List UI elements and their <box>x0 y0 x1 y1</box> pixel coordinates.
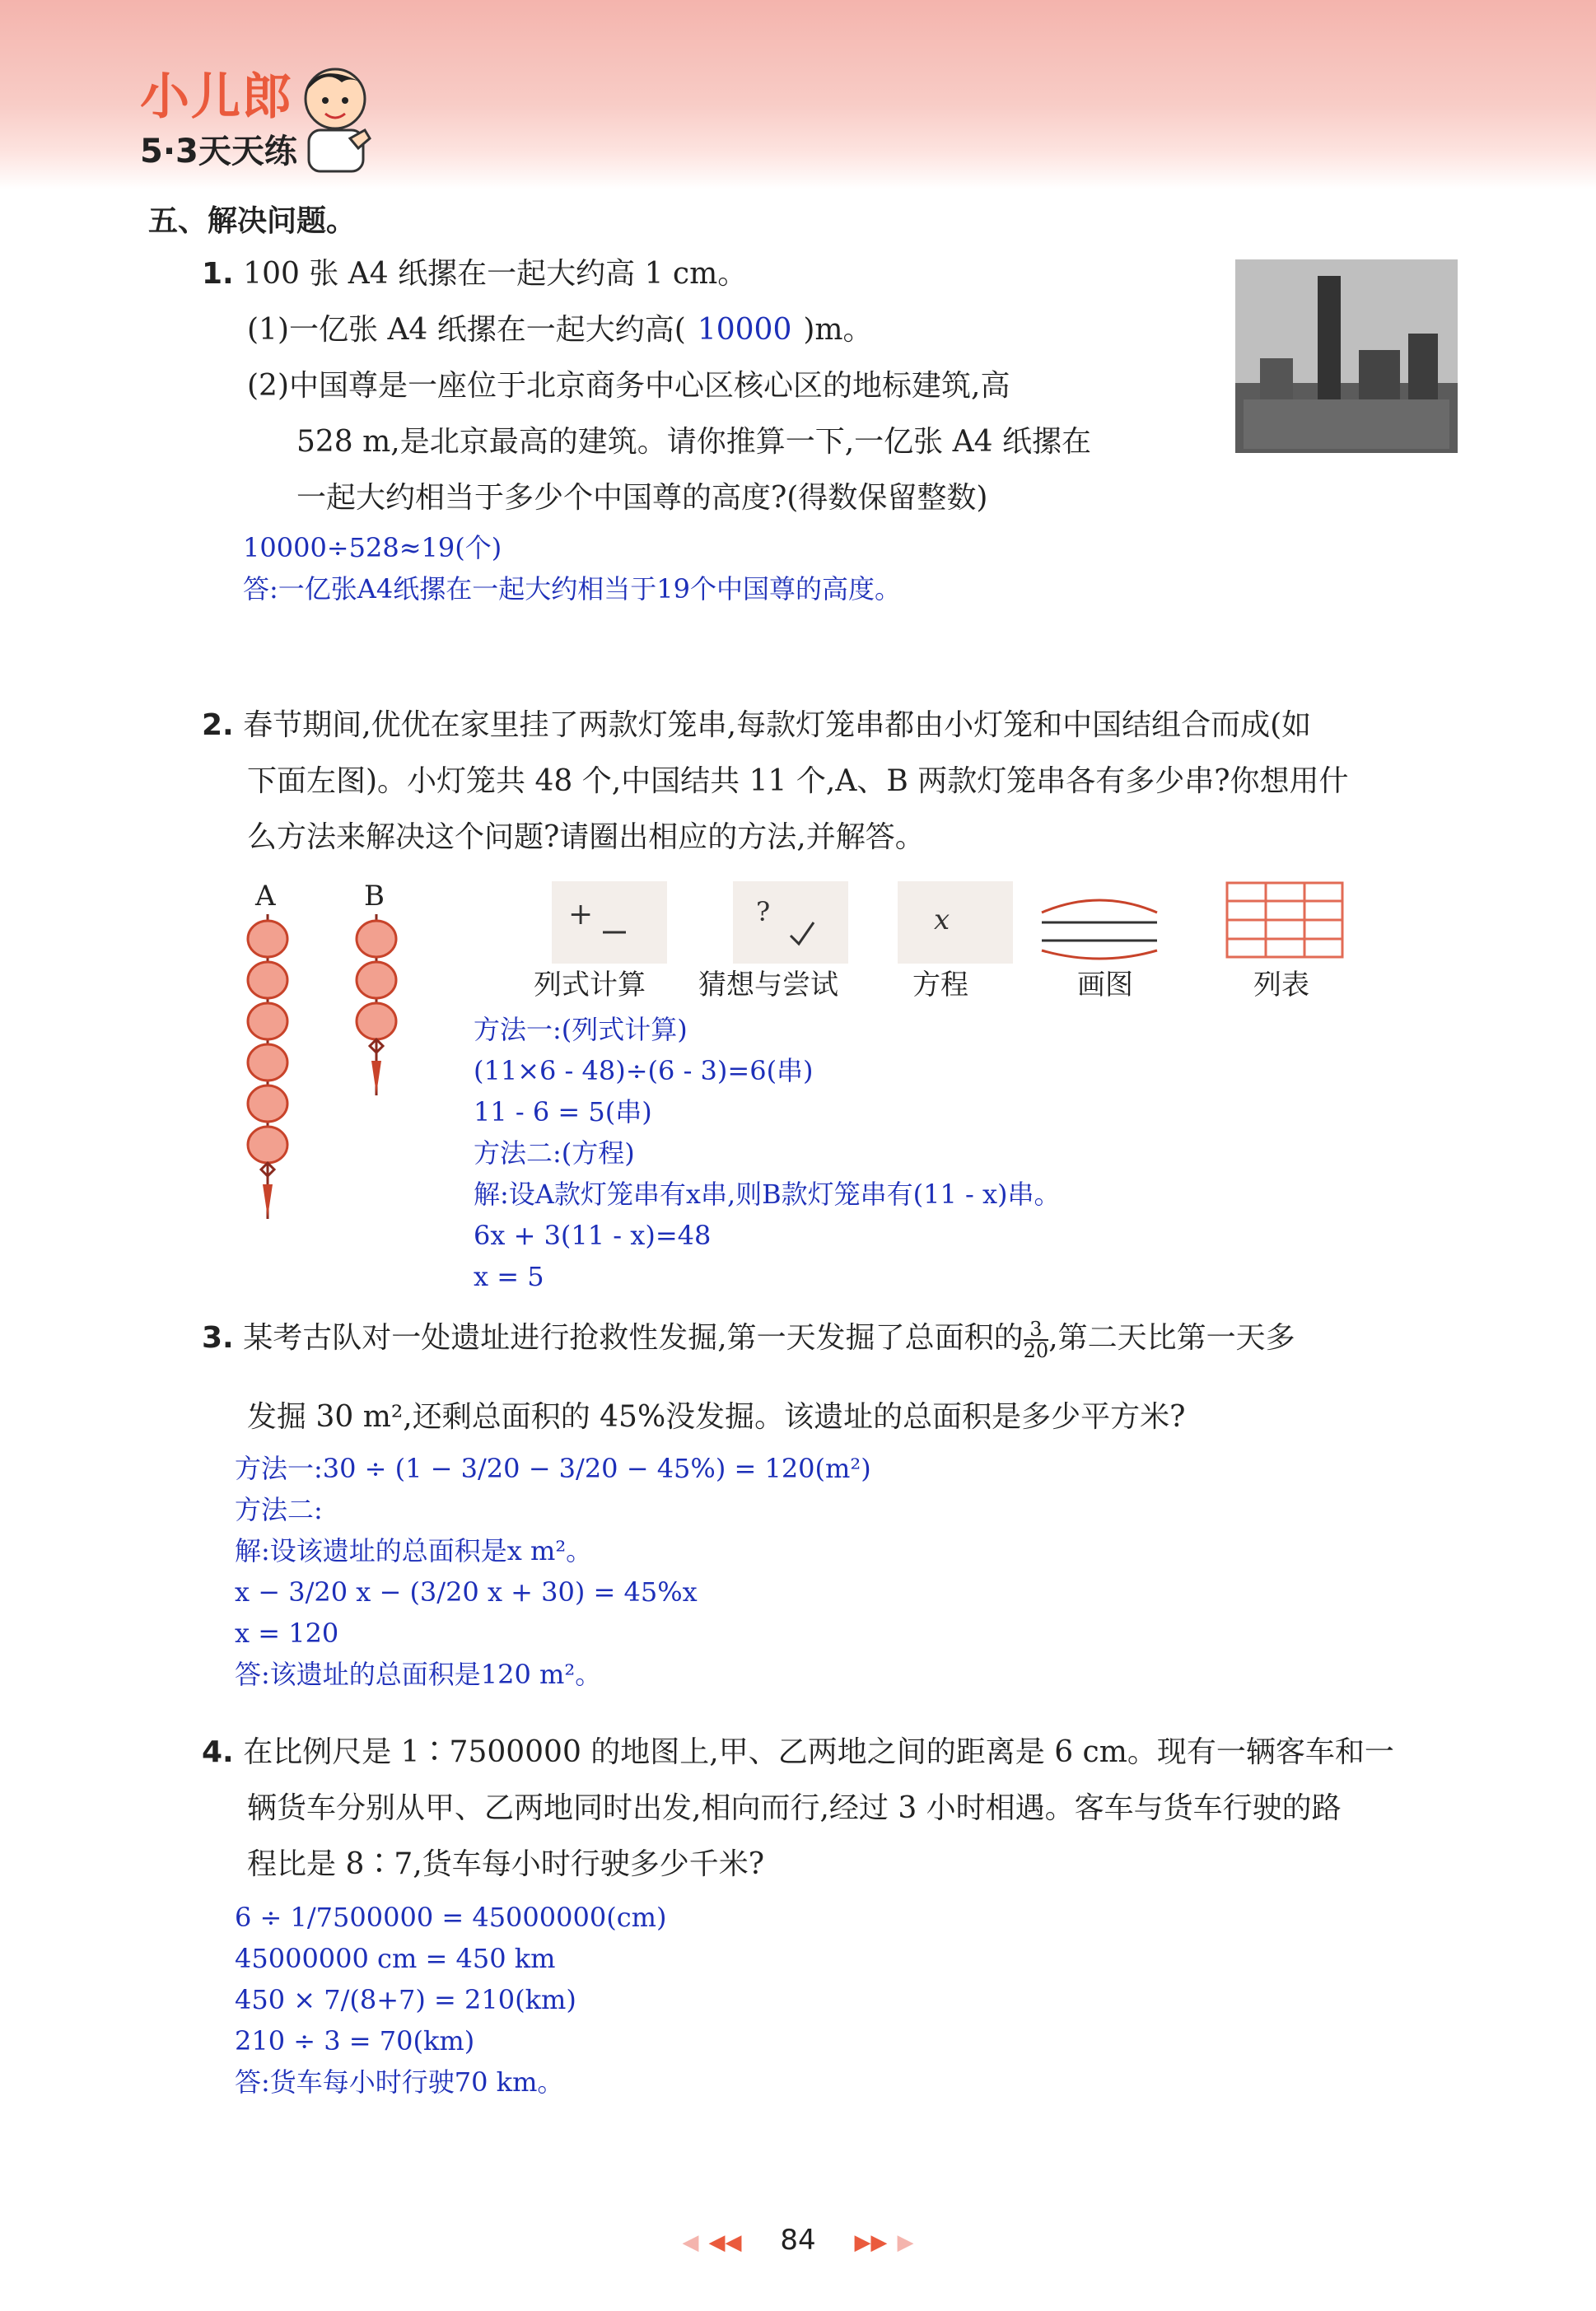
answer-line: 方法一:30 ÷ (1 − 3/20 − 3/20 − 45%) = 120(m²) <box>235 1453 871 1484</box>
brand-logo <box>140 58 297 172</box>
answer-line: (11×6 - 48)÷(6 - 3)=6(串) <box>474 1055 814 1086</box>
plus-minus-icon <box>552 881 667 964</box>
answer-line: 11 - 6 = 5(串) <box>474 1096 652 1127</box>
question-4-answer <box>235 1897 666 2103</box>
question-check-icon <box>733 881 848 964</box>
china-zun-photo <box>1235 259 1458 453</box>
answer-line: 方法二:(方程) <box>474 1137 635 1169</box>
lantern-label-a: A <box>255 880 276 913</box>
question-2-line2: 下面左图)。小灯笼共 48 个,中国结共 11 个,A、B 两款灯笼串各有多少串?你想用什 <box>247 764 1349 798</box>
part1-prefix: (1)一亿张 A4 纸摞在一起大约高( <box>247 313 686 347</box>
logo-subtitle: 5·3天天练 <box>140 133 297 170</box>
fraction <box>1024 1319 1049 1361</box>
question-1-part2-line3: 一起大约相当于多少个中国尊的高度?(得数保留整数) <box>296 481 988 515</box>
question-4-line2: 辆货车分别从甲、乙两地同时出发,相向而行,经过 3 小时相遇。客车与货车行驶的路 <box>247 1791 1342 1825</box>
question-number: 2. <box>202 708 234 742</box>
method-card-equation <box>898 881 1013 964</box>
question-number: 3. <box>202 1321 234 1355</box>
question-text: 春节期间,优优在家里挂了两款灯笼串,每款灯笼串都由小灯笼和中国结组合而成(如 <box>243 708 1312 742</box>
method-card-calculation <box>552 881 667 964</box>
fraction-denominator: 20 <box>1023 1339 1049 1362</box>
question-text-cont: ,第二天比第一天多 <box>1048 1321 1295 1355</box>
question-number: 4. <box>202 1735 234 1769</box>
variable-x-icon <box>898 881 996 964</box>
part1-answer-fill: 10000 <box>697 313 792 347</box>
question-1-part1 <box>247 303 873 357</box>
svg-text:+: + <box>568 898 594 931</box>
question-text: 100 张 A4 纸摞在一起大约高 1 cm。 <box>243 257 748 291</box>
question-3-line2: 发掘 30 m²,还剩总面积的 45%没发掘。该遗址的总面积是多少平方米? <box>247 1400 1186 1434</box>
question-text: 某考古队对一处遗址进行抢救性发掘,第一天发掘了总面积的 <box>243 1321 1024 1355</box>
page-number: 84 <box>780 2224 816 2257</box>
answer-line: x = 5 <box>474 1261 544 1292</box>
section-title: 五、解决问题。 <box>148 204 357 238</box>
question-1-stem <box>202 247 747 301</box>
lantern-label-b: B <box>364 880 385 913</box>
answer-line: 方法一:(列式计算) <box>474 1014 688 1045</box>
arrow-left-icon: ◀ <box>682 2230 699 2255</box>
answer-line: 答:一亿张A4纸摞在一起大约相当于19个中国尊的高度。 <box>243 573 901 605</box>
svg-text:?: ? <box>756 896 771 927</box>
question-2-line3: 么方法来解决这个问题?请圈出相应的方法,并解答。 <box>247 820 925 854</box>
arrow-right-icon: ▶ <box>897 2230 914 2255</box>
page-footer <box>0 2224 1596 2257</box>
logo-title: 小儿郎 <box>140 68 293 126</box>
table-grid-icon <box>1225 881 1345 959</box>
question-2-line1 <box>202 698 1311 753</box>
svg-text:x: x <box>934 903 950 936</box>
question-4-line3: 程比是 8∶7,货车每小时行驶多少千米? <box>247 1847 764 1881</box>
arrow-right-icon: ▶▶ <box>854 2230 888 2255</box>
line-segment-diagram-icon <box>1034 888 1182 962</box>
question-3-line1 <box>202 1311 1295 1366</box>
answer-line: 450 × 7/(8+7) = 210(km) <box>235 1984 576 2015</box>
arrow-left-icon: ◀◀ <box>708 2230 742 2255</box>
question-number: 1. <box>202 257 234 291</box>
method-label: 方程 <box>912 969 968 1001</box>
method-label: 猜想与尝试 <box>698 969 838 1001</box>
question-3-answer <box>235 1448 871 1695</box>
answer-line: 方法二: <box>235 1494 323 1525</box>
mascot-icon <box>292 59 383 175</box>
answer-line: x − 3/20 x − (3/20 x + 30) = 45%x <box>235 1576 698 1608</box>
answer-line: 答:该遗址的总面积是120 m²。 <box>235 1659 602 1690</box>
answer-line: 解:设该遗址的总面积是x m²。 <box>235 1535 593 1566</box>
question-text: 在比例尺是 1∶7500000 的地图上,甲、乙两地之间的距离是 6 cm。现有一辆客车和一 <box>243 1735 1394 1769</box>
answer-line: 答:货车每小时行驶70 km。 <box>235 2066 564 2098</box>
question-2-answer <box>474 1009 1061 1297</box>
question-1-part2-line1: (2)中国尊是一座位于北京商务中心区核心区的地标建筑,高 <box>247 369 1010 403</box>
method-card-guess <box>733 881 848 964</box>
question-1-part2-line2: 528 m,是北京最高的建筑。请你推算一下,一亿张 A4 纸摞在 <box>296 425 1091 459</box>
answer-line: 解:设A款灯笼串有x串,则B款灯笼串有(11 - x)串。 <box>474 1179 1061 1210</box>
fraction-numerator: 3 <box>1024 1319 1049 1341</box>
lantern-string-b <box>352 914 401 1104</box>
question-4-line1 <box>202 1725 1394 1780</box>
answer-line: 210 ÷ 3 = 70(km) <box>235 2025 475 2057</box>
lantern-string-a <box>243 914 292 1227</box>
answer-line: x = 120 <box>235 1618 339 1649</box>
question-1-answer <box>243 527 901 609</box>
part1-suffix: )m。 <box>803 313 873 347</box>
answer-line: 6x + 3(11 - x)=48 <box>474 1220 712 1251</box>
answer-line: 6 ÷ 1/7500000 = 45000000(cm) <box>235 1902 667 1933</box>
method-label: 列式计算 <box>534 969 646 1001</box>
method-label: 画图 <box>1077 969 1133 1001</box>
answer-line: 10000÷528≈19(个) <box>243 532 502 563</box>
answer-line: 45000000 cm = 450 km <box>235 1943 556 1974</box>
method-label: 列表 <box>1253 969 1309 1001</box>
